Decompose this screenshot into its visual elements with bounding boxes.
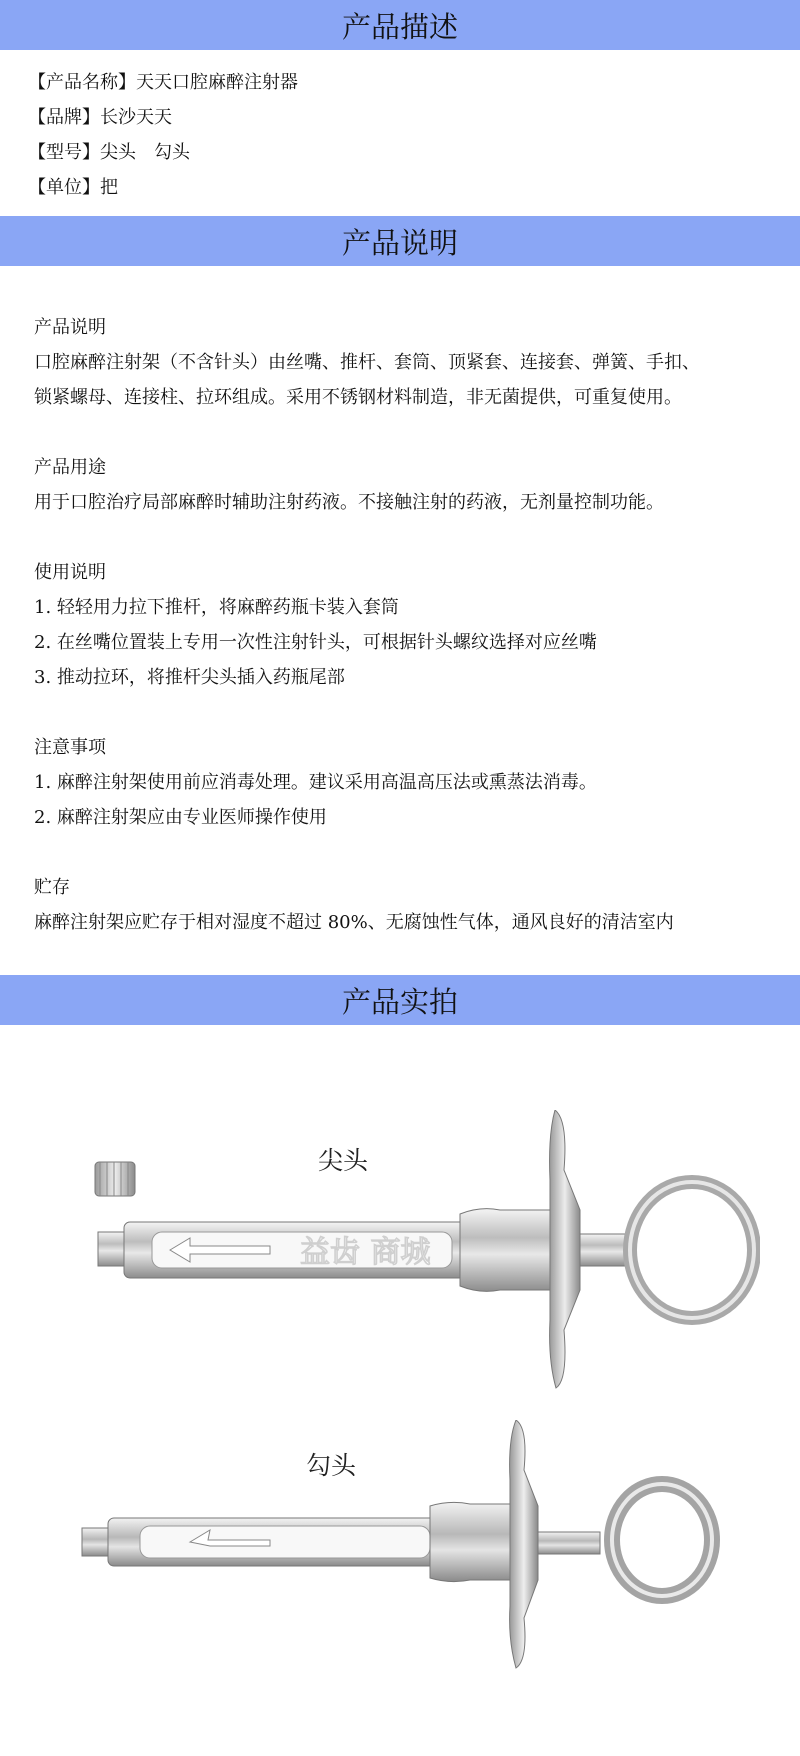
note-item: 1. 麻醉注射架使用前应消毒处理。建议采用高温高压法或熏蒸法消毒。 bbox=[34, 772, 597, 793]
photo-label-hooked: 勾头 bbox=[306, 1451, 357, 1480]
section-title: 产品实拍 bbox=[341, 984, 458, 1019]
info-row-unit: 【单位】把 bbox=[28, 177, 118, 198]
instruction-step: 2. 在丝嘴位置装上专用一次性注射针头，可根据针头螺纹选择对应丝嘴 bbox=[34, 632, 597, 653]
intro-line: 口腔麻醉注射架（不含针头）由丝嘴、推杆、套筒、顶紧套、连接套、弹簧、手扣、 bbox=[34, 352, 700, 373]
storage-heading: 贮存 bbox=[34, 877, 70, 898]
syringe-pointed-image bbox=[80, 1110, 760, 1390]
info-row-model: 【型号】尖头 勾头 bbox=[28, 142, 190, 163]
notes-heading: 注意事项 bbox=[34, 737, 106, 758]
syringe-hooked-image bbox=[80, 1420, 740, 1670]
instruction-step: 1. 轻轻用力拉下推杆，将麻醉药瓶卡装入套筒 bbox=[34, 597, 399, 618]
watermark-text: 益齿 商城 bbox=[300, 1235, 431, 1270]
section-title: 产品说明 bbox=[341, 225, 458, 260]
info-row-brand: 【品牌】长沙天天 bbox=[28, 107, 172, 128]
intro-heading: 产品说明 bbox=[34, 317, 106, 338]
instruction-step: 3. 推动拉环，将推杆尖头插入药瓶尾部 bbox=[34, 667, 345, 688]
section-title: 产品描述 bbox=[341, 9, 458, 44]
intro-line: 锁紧螺母、连接柱、拉环组成。采用不锈钢材料制造，非无菌提供，可重复使用。 bbox=[34, 387, 682, 408]
section-header-explanation bbox=[0, 216, 800, 266]
note-item: 2. 麻醉注射架应由专业医师操作使用 bbox=[34, 807, 327, 828]
photo-label-pointed: 尖头 bbox=[318, 1146, 369, 1175]
storage-line: 麻醉注射架应贮存于相对湿度不超过 80%、无腐蚀性气体，通风良好的清洁室内 bbox=[34, 912, 674, 933]
usage-heading: 产品用途 bbox=[34, 457, 106, 478]
usage-line: 用于口腔治疗局部麻醉时辅助注射药液。不接触注射的药液，无剂量控制功能。 bbox=[34, 492, 664, 513]
section-header-description bbox=[0, 0, 800, 50]
info-row-name: 【产品名称】天天口腔麻醉注射器 bbox=[28, 72, 298, 93]
section-header-photos bbox=[0, 975, 800, 1025]
instructions-heading: 使用说明 bbox=[34, 562, 106, 583]
